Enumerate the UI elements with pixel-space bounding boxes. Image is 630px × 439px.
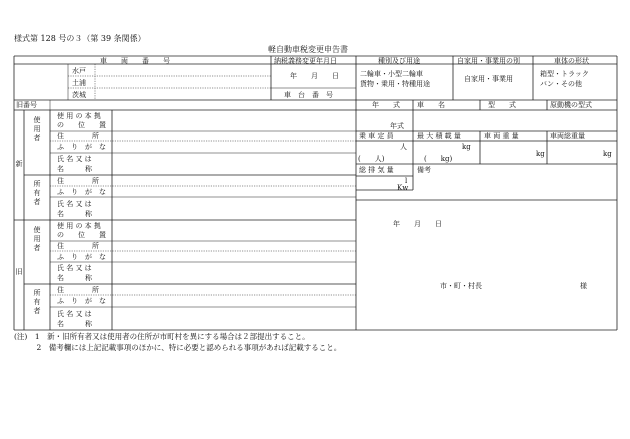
weight-kg-unit: kg [536,150,545,158]
region-tsuchiura: 土浦 [72,79,86,87]
old-user-name-1: 氏 名 又 は [57,264,92,272]
region-ibaraki: 茨城 [72,91,86,99]
note-1: (注) 1 新・旧所有者又は使用者の住所が市町村を異にする場合は２部提出すること。 [14,332,310,341]
new-user-furigana: ふ り が な [57,143,106,151]
chassis-number-label: 車 台 番 号 [284,91,333,99]
header-body-shape: 車体の形状 [554,57,589,65]
header-usage: 自家用・事業用の別 [457,57,520,65]
new-owner-furigana: ふ り が な [57,188,106,196]
form-title: 軽自動車税変更申告書 [268,45,348,54]
header-vehicle-number: 車 両 番 号 [100,57,170,65]
mayor-label: 市・町・村長 [440,282,482,290]
new-user-name-2: 名 称 [57,165,92,173]
capacity-label: 乗 車 定 員 [359,132,394,140]
category-option-1: 二輪車・小型二輪車 [360,70,423,78]
old-user-name-2: 名 称 [57,274,92,282]
person-unit: 人 [400,143,407,151]
vehicle-name-label: 車 名 [417,101,445,109]
gross-kg-unit: kg [603,150,612,158]
note-2: 2 備考欄には上記記載事項のほかに、特に必要と認められる事項があれば記載すること。 [14,343,342,352]
sama-label: 様 [580,282,587,290]
liter-unit: l [405,177,408,185]
model-type-label: 型 式 [488,101,516,109]
new-label: 新 [15,160,23,168]
old-owner-address: 住 所 [57,286,99,294]
new-owner-name-2: 名 称 [57,210,92,218]
old-user-location-1: 使 用 の 本 拠 [57,222,101,230]
new-user-location-2: の 位 置 [57,121,106,129]
new-owner-name-1: 氏 名 又 は [57,200,92,208]
new-owner-address: 住 所 [57,177,99,185]
old-owner-name-2: 名 称 [57,320,92,328]
new-user-address: 住 所 [57,132,99,140]
old-label: 旧 [15,268,23,276]
change-date-fields: 年 月 日 [290,72,339,80]
region-mito: 水戸 [72,67,86,75]
old-user-label: 使用者 [33,226,41,252]
category-option-2: 貨物・乗用・特種用途 [360,80,430,88]
remarks-label: 備考 [417,166,431,174]
gross-weight-label: 車両総重量 [550,132,585,140]
signature-date: 年 月 日 [393,220,442,228]
load-kg-unit: kg [462,143,471,151]
year-unit: 年式 [390,122,404,130]
max-load-label: 最 大 積 載 量 [417,132,461,140]
new-user-label: 使用者 [33,116,41,142]
header-category: 種別及び用途 [378,57,420,65]
new-user-name-1: 氏 名 又 は [57,155,92,163]
shape-option-2: バン・その他 [540,80,582,88]
form-code: 様式第 128 号の３（第 39 条関係） [14,34,146,43]
old-user-address: 住 所 [57,242,99,250]
new-owner-label: 所有者 [33,180,41,206]
old-owner-name-1: 氏 名 又 は [57,310,92,318]
engine-type-label: 原動機の型式 [550,101,592,109]
old-owner-furigana: ふ り が な [57,297,106,305]
old-user-location-2: の 位 置 [57,231,106,239]
shape-option-1: 箱型・トラック [540,70,589,78]
vehicle-weight-label: 車 両 重 量 [484,132,519,140]
kw-unit: Kw [397,184,409,192]
old-owner-label: 所有者 [33,289,41,315]
usage-options: 自家用・事業用 [464,75,513,83]
header-change-date: 納税義務変更年月日 [274,57,337,65]
model-year-label: 年 式 [372,101,400,109]
old-user-furigana: ふ り が な [57,253,106,261]
new-user-location-1: 使 用 の 本 拠 [57,112,101,120]
person-paren-unit: ( 人) [358,155,385,163]
displacement-label: 総 排 気 量 [359,166,394,174]
load-kg-paren-unit: ( kg) [424,155,453,163]
old-number-label: 旧番号 [16,101,37,109]
